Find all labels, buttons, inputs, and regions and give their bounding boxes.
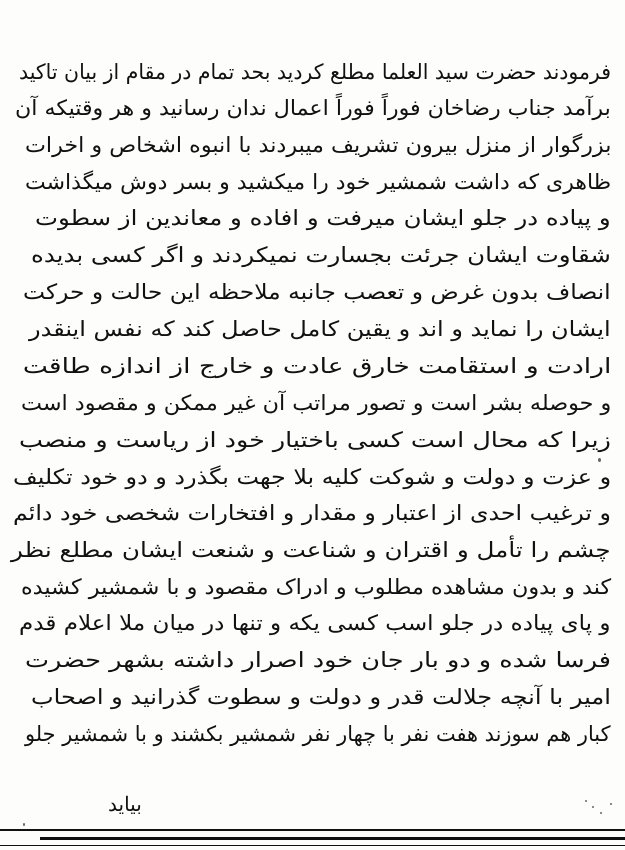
manuscript-line: بزرگوار از منزل بیرون تشریف میبردند با انبوه اشخاص و اخرات bbox=[24, 133, 611, 157]
scan-speck bbox=[598, 458, 601, 462]
manuscript-line: زیرا که محال است کسی باختیار خود از ریاست و منصب bbox=[19, 428, 611, 452]
manuscript-line: فرسا شده و دو بار جان خود اصرار داشته بشهر حضرت bbox=[25, 648, 611, 672]
manuscript-line: ظاهری که داشت شمشیر خود را میکشید و بسر دوش میگذاشت bbox=[24, 170, 611, 194]
scan-speck bbox=[23, 823, 25, 826]
manuscript-line: و ترغیب احدی از اعتبار و مقدار و افتخارات شخصی خود دائم bbox=[13, 501, 611, 525]
manuscript-line: و حوصله بشر است و تصور مراتب آن غیر ممکن و مقصود است bbox=[20, 391, 611, 415]
manuscript-line: کبار هم سوزند هفت نفر با چهار نفر شمشیر بکشند و با شمشیر جلو bbox=[25, 722, 611, 746]
manuscript-line: ارادت و استقامت خارق عادت و خارج از اندازه طاقت bbox=[22, 354, 611, 378]
scan-speck bbox=[585, 800, 587, 802]
bottom-border-rule-thin bbox=[0, 845, 625, 846]
manuscript-line: انصاف بدون غرض و تعصب جانبه ملاحظه این حالت و حرکت bbox=[23, 280, 611, 304]
manuscript-line: و عزت و دولت و شوکت کلیه بلا جهت بگذرد و دو خود تکلیف bbox=[12, 465, 611, 489]
catchword: بیاید bbox=[108, 792, 142, 816]
manuscript-line: امیر با آنچه جلالت قدر و دولت و سطوت گذرانید و اصحاب bbox=[31, 685, 611, 709]
scan-speck bbox=[592, 806, 594, 808]
manuscript-line: ایشان را نماید و اند و یقین کامل حاصل کند که نفس اینقدر bbox=[29, 317, 611, 341]
manuscript-line: برآمد جناب رضاخان فوراً فوراً اعمال ندان رسانید و هر وقتیکه آن bbox=[15, 96, 611, 120]
manuscript-line: چشم را تأمل و اقتران و شناعت و شنعت ایشان مطلع نظر bbox=[11, 538, 611, 562]
manuscript-line: فرمودند حضرت سید العلما مطلع کردید بحد تمام در مقام از بیان تاکید bbox=[19, 60, 611, 84]
manuscript-line: و پیاده در جلو ایشان میرفت و افاده و معاندین از سطوت bbox=[35, 206, 611, 230]
manuscript-line: و پای پیاده در جلو اسب کسی یکه و تنها در میان ملا اعلام قدم bbox=[19, 611, 611, 635]
scan-speck bbox=[610, 803, 612, 805]
bottom-border-rule bbox=[0, 829, 625, 831]
scan-speck bbox=[600, 812, 602, 814]
manuscript-line: کند و بدون مشاهده مطلوب و ادراک مقصود و با شمشیر کشیده bbox=[20, 575, 611, 599]
bottom-border-rule-thick bbox=[40, 837, 625, 840]
manuscript-line: شقاوت ایشان جرئت بجسارت نمیکردند و اگر کسی بدیده bbox=[31, 243, 611, 267]
